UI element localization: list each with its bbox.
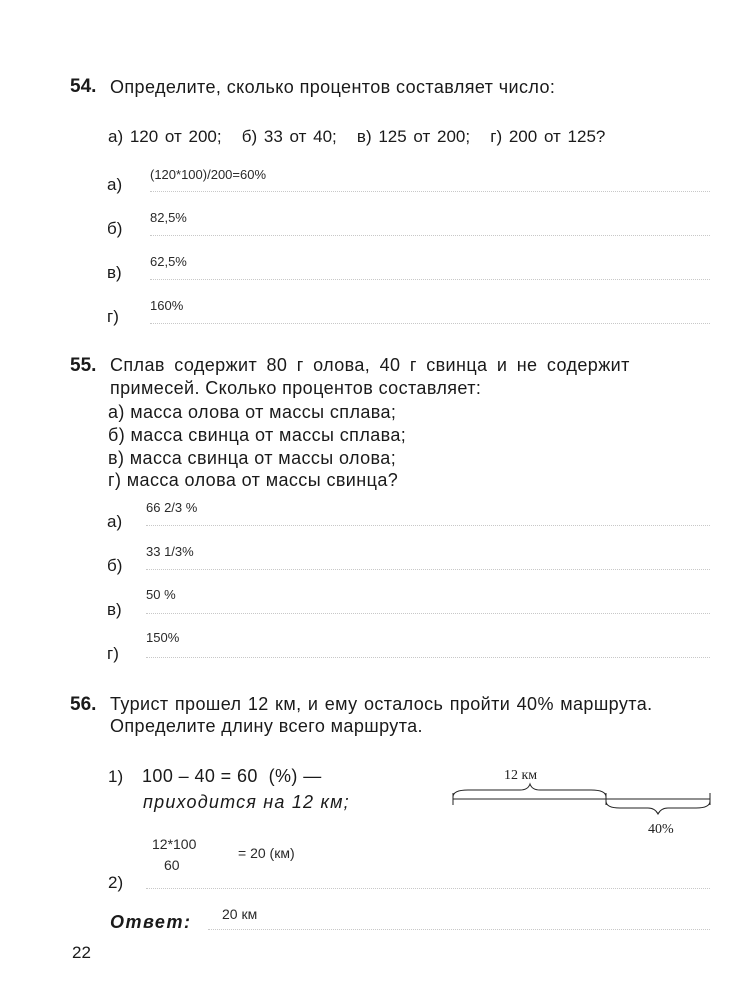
problem-55-line-1: Сплав содержит 80 г олова, 40 г свинца и не содержит — [110, 355, 630, 375]
problem-56-number: 56. — [70, 694, 97, 715]
problem-55-line-2: примесей. Сколько процентов составляет: — [110, 378, 482, 398]
brace-top — [453, 784, 606, 797]
answer-line — [150, 190, 710, 192]
answer-line — [146, 568, 710, 570]
label-12-km: 12 км — [504, 768, 538, 783]
p55-answer-d: 150% — [146, 630, 180, 645]
step-1-text: приходится на 12 км; — [143, 792, 350, 812]
problem-54-question: Определите, сколько процентов составляет число: — [110, 77, 556, 97]
step-1-expression: 100 – 40 = 60 (%) — — [142, 766, 322, 786]
answer-line — [146, 887, 710, 889]
problem-56-line-2: Определите длину всего маршрута. — [110, 716, 423, 736]
label-40-percent: 40% — [648, 822, 674, 837]
p54-answer-c: 62,5% — [150, 254, 187, 269]
p54-label-d: г) — [107, 307, 119, 326]
answer-line — [208, 928, 710, 930]
p54-answer-d: 160% — [150, 298, 184, 313]
answer-line — [146, 612, 710, 614]
brace-bottom — [606, 801, 710, 814]
p54-answer-b: 82,5% — [150, 210, 187, 225]
step-2-denominator: 60 — [164, 857, 180, 873]
problem-54-parts: а) 120 от 200; б) 33 от 40; в) 125 от 200; г) 200 от 125? — [108, 127, 606, 146]
p55-answer-a: 66 2/3 % — [146, 500, 198, 515]
step-2-result: = 20 (км) — [238, 845, 295, 861]
p54-label-c: в) — [107, 263, 122, 282]
problem-55-part-a: а) масса олова от массы сплава; — [108, 402, 397, 422]
problem-54-number: 54. — [70, 76, 97, 97]
p55-label-a: а) — [107, 512, 123, 531]
page-number: 22 — [72, 943, 91, 962]
step-1-label: 1) — [108, 767, 124, 786]
answer-line — [150, 322, 710, 324]
p54-answer-a: (120*100)/200=60% — [150, 167, 267, 182]
p55-answer-b: 33 1/3% — [146, 544, 194, 559]
problem-55-part-b: б) масса свинца от массы сплава; — [108, 425, 407, 445]
problem-55-number: 55. — [70, 355, 97, 376]
answer-line — [146, 524, 710, 526]
p54-label-a: а) — [107, 175, 123, 194]
p55-label-b: б) — [107, 556, 123, 575]
answer-line — [150, 234, 710, 236]
answer-line — [150, 278, 710, 280]
problem-55-part-c: в) масса свинца от массы олова; — [108, 448, 397, 468]
problem-55-part-d: г) масса олова от массы свинца? — [108, 470, 399, 490]
answer-value: 20 км — [222, 906, 258, 922]
answer-label: Ответ: — [110, 912, 192, 932]
p55-answer-c: 50 % — [146, 587, 176, 602]
p54-label-b: б) — [107, 219, 123, 238]
step-2-numerator: 12*100 — [152, 836, 197, 852]
problem-56-line-1: Турист прошел 12 км, и ему осталось пройти 40% маршрута. — [110, 694, 653, 714]
route-diagram — [448, 762, 718, 842]
answer-line — [146, 656, 710, 658]
step-2-label: 2) — [108, 873, 124, 892]
p55-label-d: г) — [107, 644, 119, 663]
p55-label-c: в) — [107, 600, 122, 619]
